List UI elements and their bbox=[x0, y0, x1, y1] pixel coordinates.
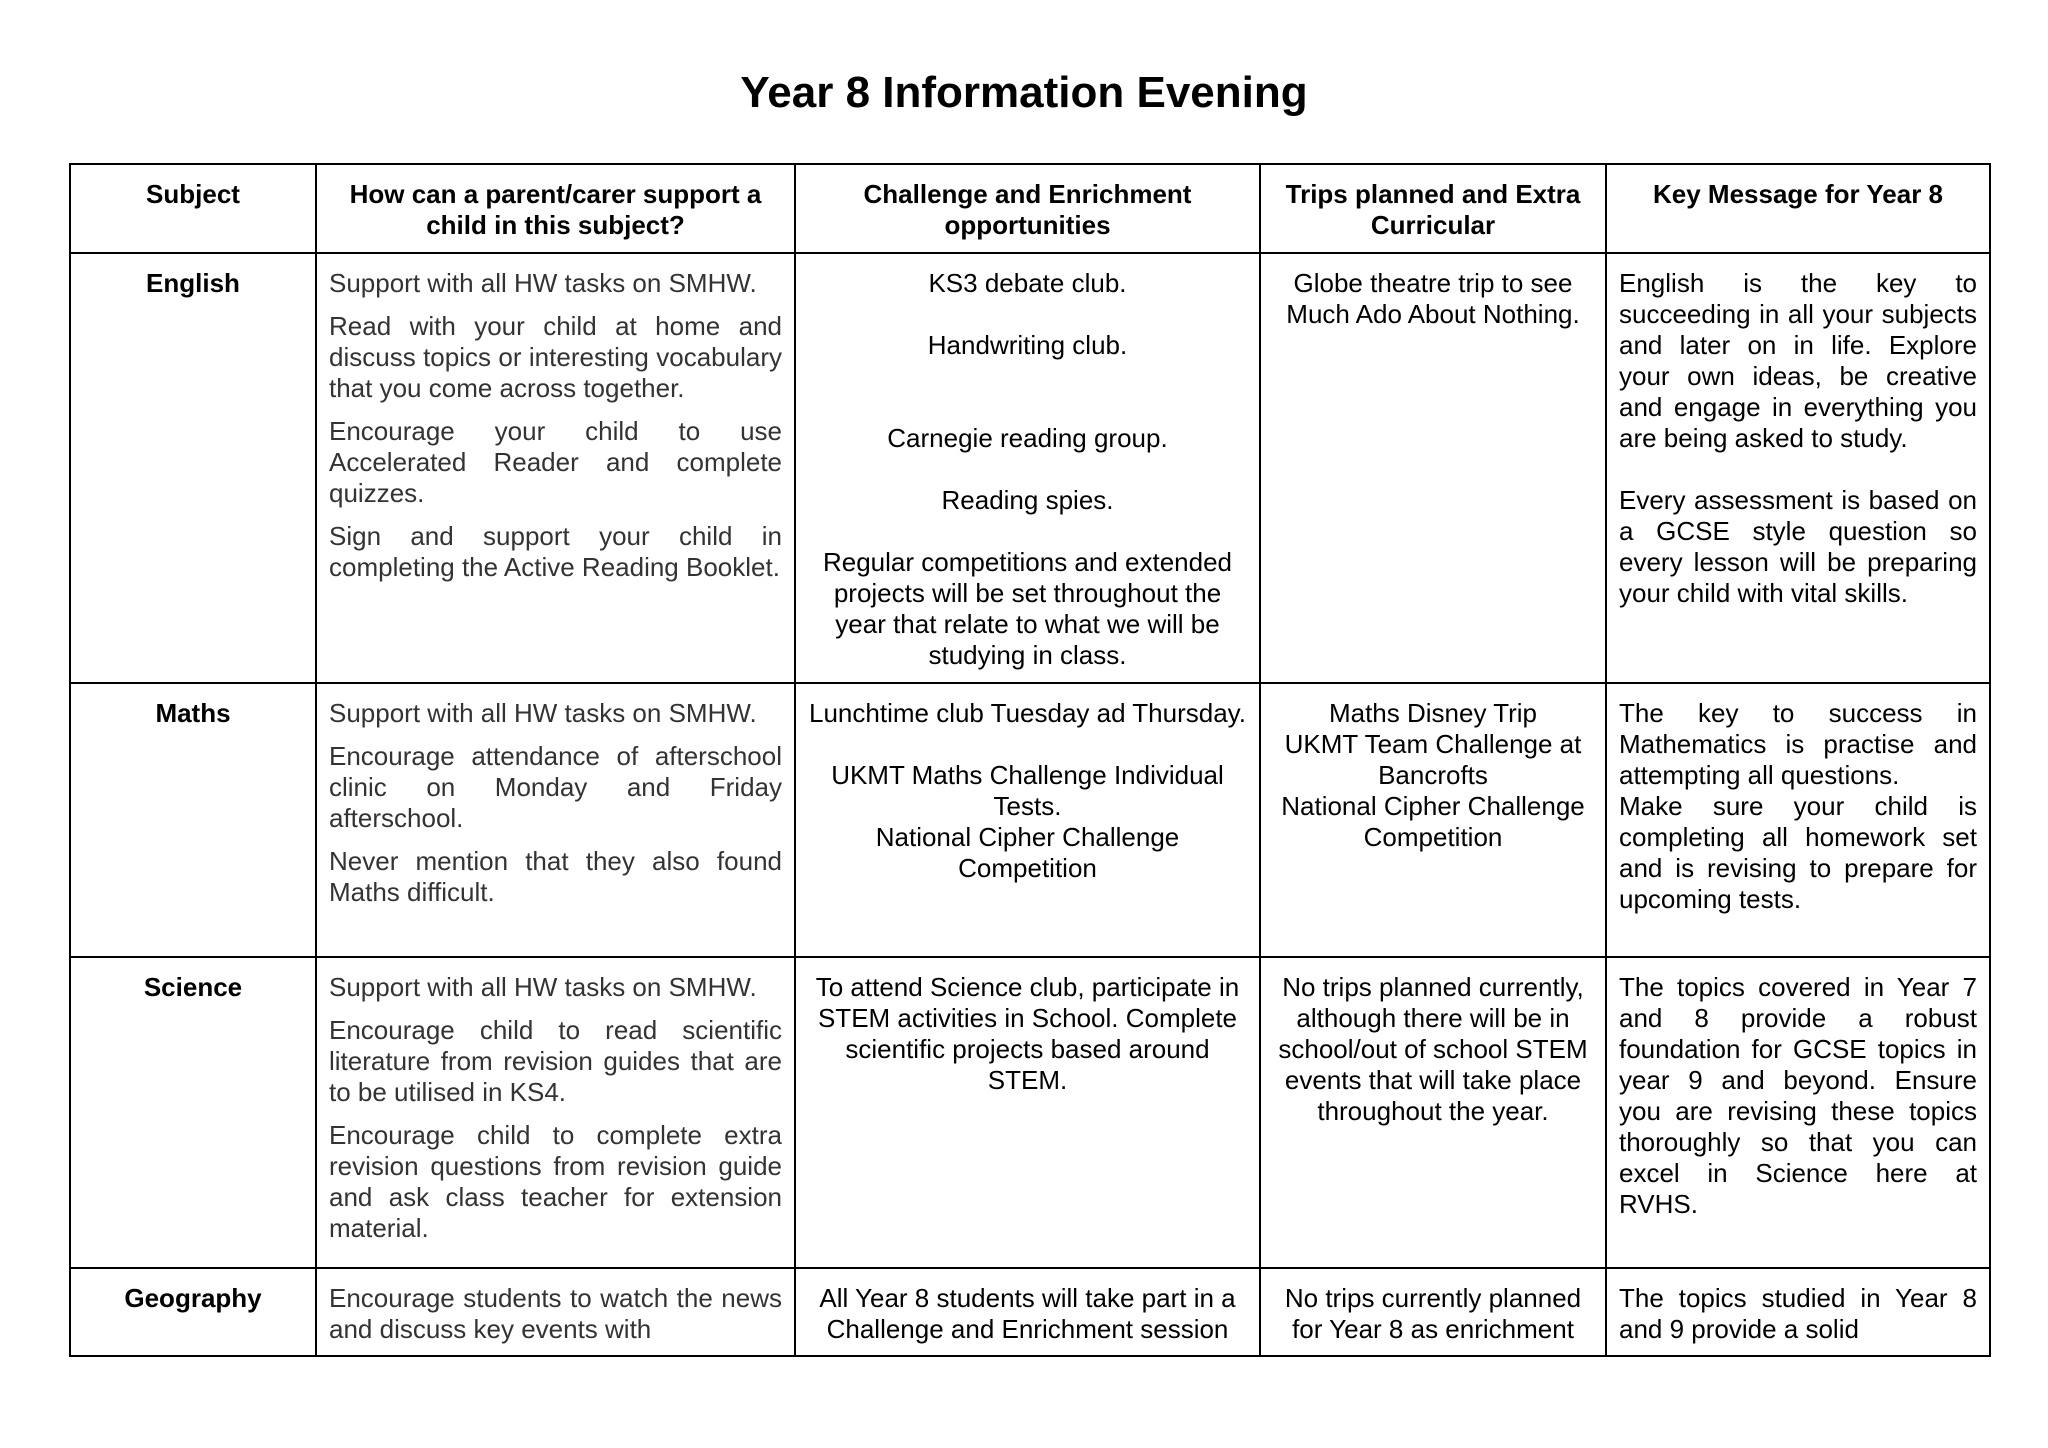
header-support: How can a parent/carer support a child in this subject? bbox=[316, 164, 795, 253]
page-title: Year 8 Information Evening bbox=[740, 68, 1308, 117]
subject-cell: Science bbox=[70, 957, 316, 1268]
support-item: Support with all HW tasks on SMHW. bbox=[329, 972, 757, 1002]
support-item: Encourage students to watch the news and discuss key events with bbox=[329, 1283, 782, 1344]
table-row-geography bbox=[70, 1268, 1990, 1356]
support-item: Encourage your child to use Accelerated Reader and complete quizzes. bbox=[329, 416, 782, 508]
trips-cell bbox=[1260, 683, 1606, 957]
challenge-item: Lunchtime club Tuesday ad Thursday. bbox=[809, 698, 1246, 728]
support-item: Encourage child to read scientific literature from revision guides that are to be utilised in KS4. bbox=[329, 1015, 782, 1107]
challenge-cell bbox=[795, 253, 1260, 683]
support-cell bbox=[316, 957, 795, 1268]
key-message-paragraph: The key to success in Mathematics is practise and attempting all questions. bbox=[1619, 698, 1977, 790]
challenge-item: Handwriting club. bbox=[927, 330, 1128, 360]
challenge-item: All Year 8 students will take part in a Challenge and Enrichment session bbox=[819, 1283, 1236, 1344]
header-row bbox=[70, 164, 1990, 253]
key-message-cell bbox=[1606, 683, 1990, 957]
trip-item: UKMT Team Challenge at Bancrofts bbox=[1284, 729, 1582, 790]
header-key-message: Key Message for Year 8 bbox=[1606, 164, 1990, 253]
support-item: Encourage attendance of afterschool clinic on Monday and Friday afterschool. bbox=[329, 741, 782, 833]
support-item: Encourage child to complete extra revision questions from revision guide and ask class teacher for extension material. bbox=[329, 1120, 782, 1243]
challenge-item: Reading spies. bbox=[941, 485, 1114, 515]
key-message-cell bbox=[1606, 253, 1990, 683]
trip-item: National Cipher Challenge Competition bbox=[1281, 791, 1585, 852]
support-cell bbox=[316, 253, 795, 683]
header-subject: Subject bbox=[70, 164, 316, 253]
trips-cell bbox=[1260, 1268, 1606, 1356]
challenge-cell bbox=[795, 1268, 1260, 1356]
trips-cell: Globe theatre trip to see Much Ado About Nothing. bbox=[1260, 253, 1606, 683]
key-message-paragraph: Make sure your child is completing all homework set and is revising to prepare for upcoming tests. bbox=[1619, 791, 1977, 914]
support-cell bbox=[316, 683, 795, 957]
key-message-paragraph: The topics studied in Year 8 and 9 provide a solid bbox=[1619, 1283, 1977, 1344]
key-message-paragraph: Every assessment is based on a GCSE style question so every lesson will be preparing your child with vital skills. bbox=[1619, 485, 1977, 608]
subject-cell: Geography bbox=[70, 1268, 316, 1356]
key-message-cell bbox=[1606, 1268, 1990, 1356]
support-item: Support with all HW tasks on SMHW. bbox=[329, 698, 757, 728]
challenge-item: UKMT Maths Challenge Individual Tests. bbox=[831, 760, 1224, 821]
key-message-cell: The topics covered in Year 7 and 8 provide a robust foundation for GCSE topics in year 9 and beyond. Ensure you are revising these topics thoroughly so that you can excel in Science here at RVHS. bbox=[1606, 957, 1990, 1268]
support-item: Read with your child at home and discuss topics or interesting vocabulary that you come across together. bbox=[329, 311, 782, 403]
subject-cell: English bbox=[70, 253, 316, 683]
trips-cell: No trips planned currently, although there will be in school/out of school STEM events that will take place throughout the year. bbox=[1260, 957, 1606, 1268]
challenge-item: Carnegie reading group. bbox=[887, 423, 1168, 453]
information-table bbox=[69, 163, 1991, 1357]
challenge-item: Regular competitions and extended projects will be set throughout the year that relate to what we will be studying in class. bbox=[822, 547, 1233, 670]
subject-cell: Maths bbox=[70, 683, 316, 957]
trip-item: No trips currently planned for Year 8 as enrichment bbox=[1284, 1283, 1582, 1344]
header-challenge: Challenge and Enrichment opportunities bbox=[795, 164, 1260, 253]
challenge-item: National Cipher Challenge Competition bbox=[875, 822, 1180, 883]
table-row-english bbox=[70, 253, 1990, 683]
support-cell bbox=[316, 1268, 795, 1356]
support-item: Sign and support your child in completing the Active Reading Booklet. bbox=[329, 521, 782, 582]
table-row-maths bbox=[70, 683, 1990, 957]
support-item: Never mention that they also found Maths difficult. bbox=[329, 846, 782, 907]
challenge-cell: To attend Science club, participate in STEM activities in School. Complete scientific projects based around STEM. bbox=[795, 957, 1260, 1268]
table-row-science bbox=[70, 957, 1990, 1268]
challenge-item: KS3 debate club. bbox=[928, 268, 1127, 298]
challenge-cell bbox=[795, 683, 1260, 957]
key-message-paragraph: English is the key to succeeding in all your subjects and later on in life. Explore your own ideas, be creative and engage in everything you are being asked to study. bbox=[1619, 268, 1977, 453]
header-trips: Trips planned and Extra Curricular bbox=[1260, 164, 1606, 253]
trip-item: Maths Disney Trip bbox=[1328, 698, 1538, 728]
support-item: Support with all HW tasks on SMHW. bbox=[329, 268, 757, 298]
